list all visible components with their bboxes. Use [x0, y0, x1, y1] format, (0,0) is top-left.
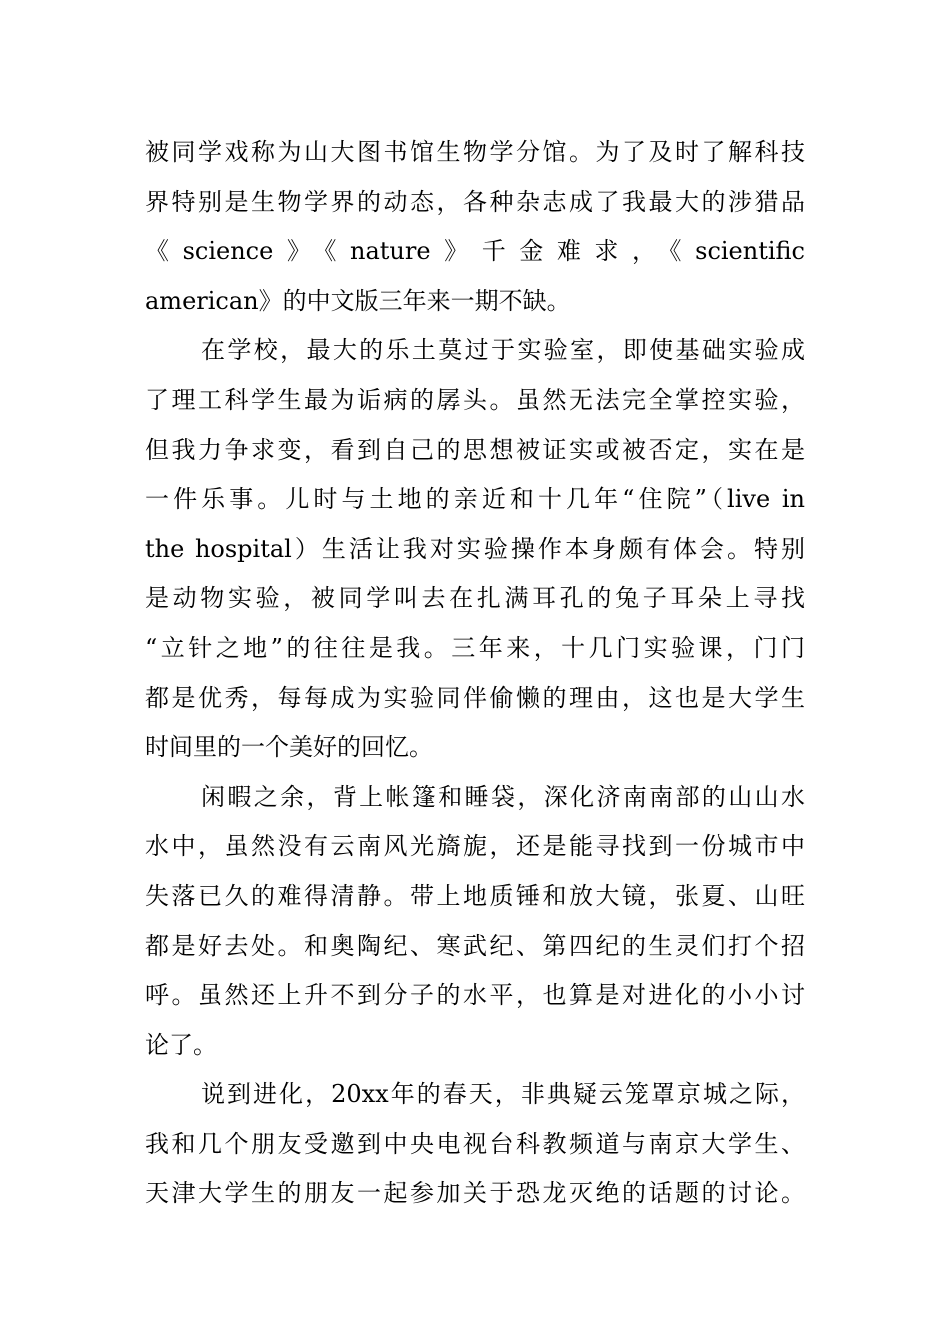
text-line: 时间里的一个美好的回忆。: [145, 733, 433, 762]
text-line: the hospital）生活让我对实验操作本身颇有体会。特别: [145, 534, 805, 563]
text-line: 一件乐事。儿时与土地的亲近和十几年“住院”（live in: [145, 485, 805, 514]
text-line: 但我力争求变，看到自己的思想被证实或被否定，实在是: [145, 435, 805, 464]
text-line: 界特别是生物学界的动态，各种杂志成了我最大的涉猎品: [145, 187, 805, 216]
text-line: 都是优秀，每每成为实验同伴偷懒的理由，这也是大学生: [145, 683, 805, 712]
text-line: 《science》《nature》千金难求，《scientific: [145, 237, 805, 266]
body-text: [145, 128, 805, 1219]
text-line: 在学校，最大的乐土莫过于实验室，即使基础实验成: [201, 336, 805, 365]
text-line: 论了。: [145, 1030, 217, 1059]
text-line: 说到进化，20xx年的春天，非典疑云笼罩京城之际，: [201, 1080, 805, 1109]
text-line: 了理工科学生最为诟病的孱头。虽然无法完全掌控实验，: [145, 385, 805, 414]
text-line: 水中，虽然没有云南风光旖旎，还是能寻找到一份城市中: [145, 832, 805, 861]
text-line: 失落已久的难得清静。带上地质锤和放大镜，张夏、山旺: [145, 881, 805, 910]
text-line: “立针之地”的往往是我。三年来，十几门实验课，门门: [145, 633, 805, 662]
text-line: 天津大学生的朋友一起参加关于恐龙灭绝的话题的讨论。: [145, 1179, 805, 1208]
text-line: 我和几个朋友受邀到中央电视台科教频道与南京大学生、: [145, 1129, 805, 1158]
text-line: 呼。虽然还上升不到分子的水平，也算是对进化的小小讨: [145, 981, 805, 1010]
text-line: 是动物实验，被同学叫去在扎满耳孔的兔子耳朵上寻找: [145, 584, 805, 613]
text-line: 闲暇之余，背上帐篷和睡袋，深化济南南部的山山水: [201, 782, 805, 811]
text-line: 被同学戏称为山大图书馆生物学分馆。为了及时了解科技: [145, 138, 805, 166]
text-line: american》的中文版三年来一期不缺。: [145, 286, 571, 315]
text-line: 都是好去处。和奥陶纪、寒武纪、第四纪的生灵们打个招: [145, 931, 805, 960]
